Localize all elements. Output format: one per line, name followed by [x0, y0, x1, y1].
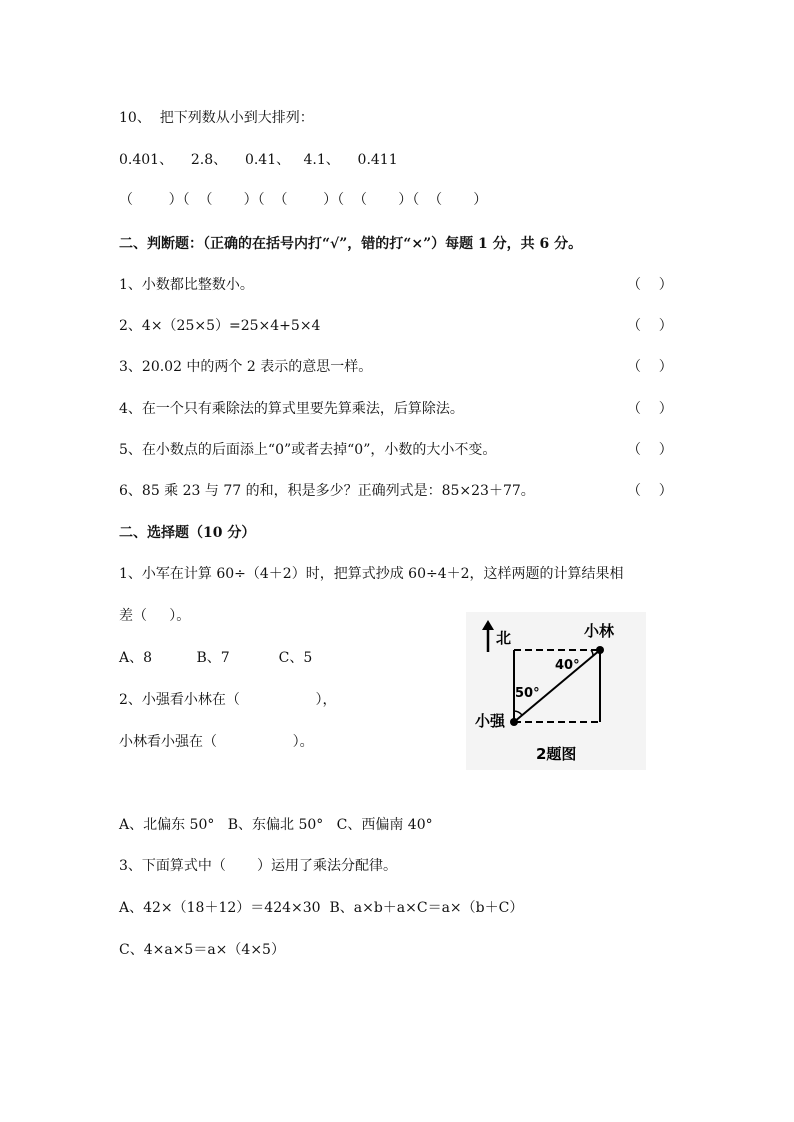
choice-section-heading: 二、选择题（10 分）: [119, 525, 256, 541]
judge-item-4: 4、在一个只有乘除法的算式里要先算乘法，后算除法。: [119, 401, 464, 417]
judge-answer-6: （ ）: [627, 483, 673, 499]
judge-item-5: 5、在小数点的后面添上“0”或者去掉“0”，小数的大小不变。: [119, 442, 497, 458]
north-label: 北: [496, 629, 512, 647]
choice-q2-line2: 小林看小强在（ ）。: [119, 734, 314, 750]
xiaolin-point: [596, 646, 604, 654]
judge-item-2: 2、4×（25×5）=25×4+5×4: [119, 318, 321, 334]
judge-section-heading: 二、判断题：（正确的在括号内打“√”，错的打“×”）每题 1 分，共 6 分。: [119, 236, 583, 252]
angle-50-label: 50°: [515, 686, 540, 701]
judge-answer-2: （ ）: [627, 318, 673, 334]
angle-40-label: 40°: [555, 658, 580, 673]
judge-answer-3: （ ）: [627, 359, 673, 375]
q10-numbers: 0.401、 2.8、 0.41、 4.1、 0.411: [119, 152, 398, 168]
q10-answer-blanks: （ ）（ （ ）（ （ ）（ （ ）（ （ ）: [119, 192, 488, 208]
choice-q1-options: A、8 B、7 C、5: [119, 650, 313, 666]
figure-caption: 2题图: [536, 745, 577, 763]
choice-q2-options: A、北偏东 50° B、东偏北 50° C、西偏南 40°: [119, 817, 433, 833]
choice-q1-line2: 差（ ）。: [119, 608, 191, 624]
judge-answer-5: （ ）: [627, 442, 673, 458]
choice-q3-options-ab: A、42×（18＋12）＝424×30 B、a×b＋a×C＝a×（b＋C）: [119, 900, 524, 916]
choice-q2-line1: 2、小强看小林在（ ），: [119, 692, 337, 708]
choice-q3-option-c: C、4×a×5＝a×（4×5）: [119, 942, 285, 958]
choice-q3-line1: 3、下面算式中（ ）运用了乘法分配律。: [119, 858, 398, 874]
judge-answer-4: （ ）: [627, 401, 673, 417]
xiaoqiang-point: [510, 718, 518, 726]
judge-item-3: 3、20.02 中的两个 2 表示的意思一样。: [119, 359, 373, 375]
choice-q1-line1: 1、小军在计算 60÷（4＋2）时，把算式抄成 60÷4＋2，这样两题的计算结果相: [119, 566, 624, 582]
judge-item-6: 6、85 乘 23 与 77 的和，积是多少？正确列式是：85×23＋77。: [119, 483, 535, 499]
xiaolin-label: 小林: [584, 622, 615, 640]
judge-answer-1: （ ）: [627, 277, 673, 293]
q10-title: 10、 把下列数从小到大排列：: [119, 110, 314, 126]
judge-item-1: 1、小数都比整数小。: [119, 277, 254, 293]
direction-diagram: [466, 612, 646, 770]
xiaoqiang-label: 小强: [475, 712, 506, 730]
